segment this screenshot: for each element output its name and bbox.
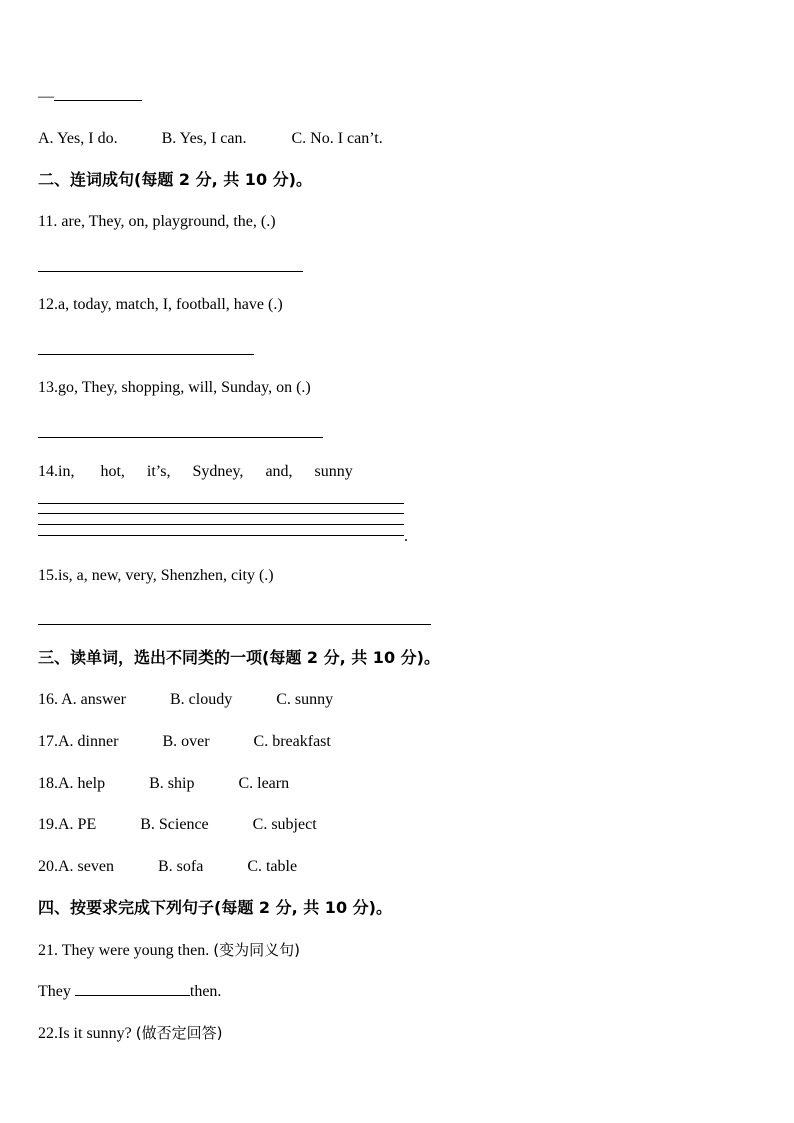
option-a: .A. PE <box>54 816 97 833</box>
question-12 <box>38 295 283 315</box>
option-b: B. ship <box>149 775 195 792</box>
question-number: 22 <box>38 1025 54 1042</box>
option-b: B. over <box>162 733 210 750</box>
option-c: C. breakfast <box>253 733 331 750</box>
answer-line-14c[interactable] <box>38 524 404 525</box>
option-a: A. Yes, I do. <box>38 130 118 147</box>
answer-line-13[interactable] <box>38 437 323 438</box>
question-number: 12 <box>38 296 54 313</box>
word: Sydney, <box>192 463 244 480</box>
instruction-hint: (做否定回答) <box>135 1024 223 1042</box>
answer-line-12[interactable] <box>38 354 254 355</box>
question-number: 14 <box>38 463 54 480</box>
word: .in, <box>54 463 75 480</box>
answer-line-14d[interactable] <box>38 535 404 536</box>
question-text: . They were young then. <box>54 942 214 959</box>
option-b: B. Science <box>140 816 209 833</box>
option-b: B. cloudy <box>169 691 233 708</box>
question-text: .go, They, shopping, will, Sunday, on (.) <box>54 379 311 396</box>
word: it’s, <box>146 463 171 480</box>
answer-line-15[interactable] <box>38 624 431 625</box>
section-2-title: 二、连词成句(每题 2 分, 共 10 分)。 <box>38 170 312 189</box>
option-a: .A. dinner <box>54 733 119 750</box>
question-text: .is, a, new, very, Shenzhen, city (.) <box>54 567 274 584</box>
option-a: . A. answer <box>54 691 126 708</box>
end-period: . <box>404 528 408 545</box>
question-18 <box>38 774 289 794</box>
question-number: 15 <box>38 567 54 584</box>
question-number: 13 <box>38 379 54 396</box>
word: and, <box>265 463 293 480</box>
question-number: 17 <box>38 733 54 750</box>
question-number: 18 <box>38 775 54 792</box>
answer-prefix: They <box>38 983 75 1000</box>
question-22 <box>38 1023 223 1044</box>
option-b: B. Yes, I can. <box>161 130 247 147</box>
question-number: 20 <box>38 858 54 875</box>
q10-options <box>38 129 383 149</box>
answer-line-11[interactable] <box>38 271 303 272</box>
option-c: C. sunny <box>276 691 334 708</box>
question-11 <box>38 212 276 232</box>
option-a: .A. seven <box>54 858 114 875</box>
question-16 <box>38 690 333 710</box>
answer-line-14a[interactable] <box>38 503 404 504</box>
word: hot, <box>100 463 125 480</box>
question-17 <box>38 732 331 752</box>
answer-blank[interactable] <box>75 981 190 996</box>
option-c: C. table <box>247 858 298 875</box>
question-text: . are, They, on, playground, the, (.) <box>53 213 276 230</box>
question-14 <box>38 462 353 482</box>
answer-suffix: then. <box>189 983 222 1000</box>
question-text: .a, today, match, I, football, have (.) <box>54 296 283 313</box>
question-20 <box>38 857 297 877</box>
instruction-hint: (变为同义句) <box>213 941 300 959</box>
section-4-title: 四、按要求完成下列句子(每题 2 分, 共 10 分)。 <box>38 898 392 917</box>
q21-answer-line <box>38 981 221 1002</box>
option-c: C. No. I can’t. <box>291 130 383 147</box>
question-number: 11 <box>38 213 54 230</box>
dash: — <box>38 88 54 105</box>
word: sunny <box>314 463 353 480</box>
answer-blank[interactable] <box>54 86 142 101</box>
question-number: 19 <box>38 816 54 833</box>
option-b: B. sofa <box>157 858 204 875</box>
answer-line-14b[interactable] <box>38 513 404 514</box>
option-c: C. learn <box>238 775 290 792</box>
option-c: C. subject <box>252 816 317 833</box>
question-text: .Is it sunny? <box>54 1025 136 1042</box>
question-15 <box>38 566 274 586</box>
question-number: 21 <box>38 942 54 959</box>
section-3-title: 三、读单词，选出不同类的一项(每题 2 分, 共 10 分)。 <box>38 648 440 667</box>
dash-answer-line <box>38 86 142 107</box>
question-21 <box>38 940 300 961</box>
question-number: 16 <box>38 691 54 708</box>
option-a: .A. help <box>54 775 106 792</box>
question-19 <box>38 815 317 835</box>
question-13 <box>38 378 311 398</box>
